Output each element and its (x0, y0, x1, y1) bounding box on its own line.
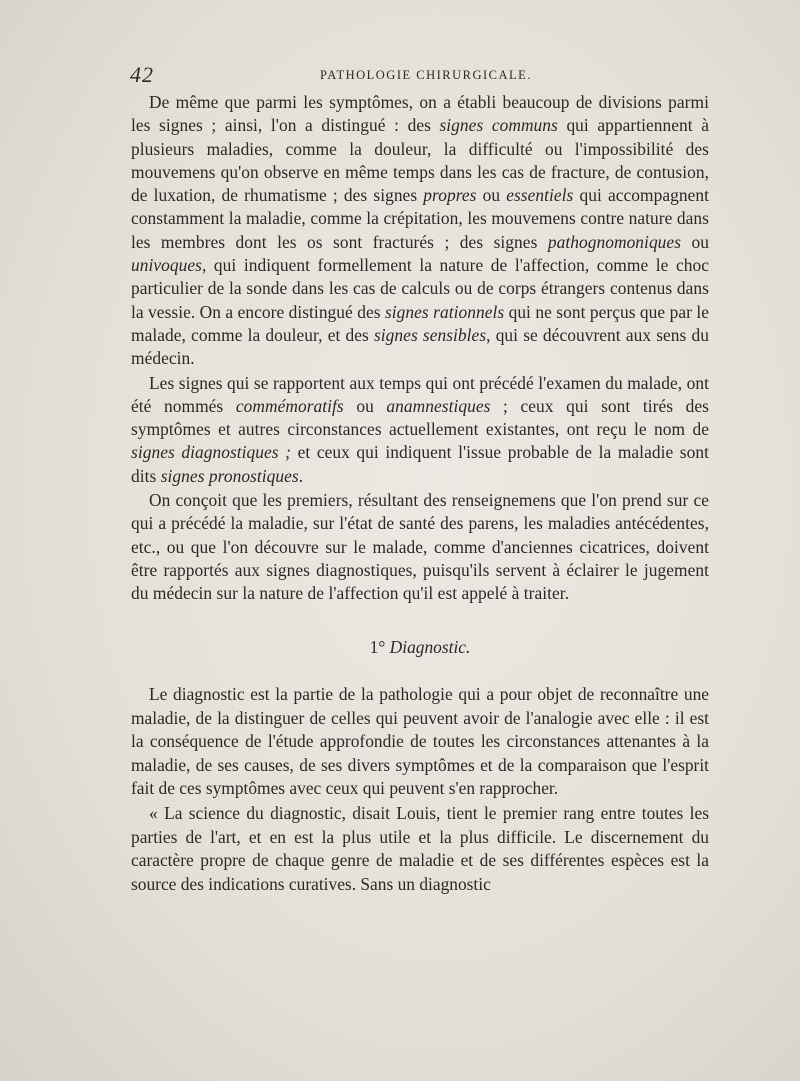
text-run: ou (476, 185, 507, 206)
text-run: qui ne sont perçus que par le malade, comme la douleur, et des (131, 301, 709, 345)
body-text-signs (131, 91, 709, 607)
text-run: qui appartiennent à plusieurs maladies, comme la douleur, la difficulté ou l'impossibilité des mouvemens qu'on observe en même temps dans les cas de fracture, de contusion, de luxation, de rhumatisme ; des signes (131, 115, 710, 206)
section-number: 1° (369, 637, 386, 657)
text-run: « La science du diagnostic, disait Louis, tient le premier rang entre toutes les parties de l'art, et en est la plus utile et la plus difficile. Le discernement du caractère propre de chaque genre de maladie et de ses différentes espèces est la source des indications curatives. Sans un diagnostic (131, 802, 709, 894)
text-run: ou (681, 231, 709, 252)
page-number: 42 (130, 62, 154, 87)
body-text-diagnostic (131, 683, 709, 897)
italic-term: essentiels (506, 185, 574, 206)
italic-term: univoques (131, 255, 202, 276)
text-run: , qui se découvrent aux sens du médecin. (131, 324, 709, 369)
paragraph (131, 372, 709, 488)
text-run: De même que parmi les symptômes, on a établi beaucoup de divisions parmi les signes ; ainsi, l'on a distingué : des (131, 92, 709, 136)
italic-term: signes diagnostiques ; (131, 442, 292, 463)
italic-term: propres (423, 185, 477, 206)
paragraph (131, 91, 709, 371)
paragraph (131, 802, 709, 896)
text-run: Le diagnostic est la partie de la pathologie qui a pour objet de reconnaître une maladie, de la distinguer de celles qui peuvent avoir de l'analogie avec elle : il est la conséquence de l'étude approfondie de toutes les circonstances attenantes à la maladie, de ses causes, de ses divers symptômes et de la comparaison que l'esprit fait de ces symptômes avec ceux qui peuvent s'en rapprocher. (131, 684, 709, 799)
text-run: Les signes qui se rapportent aux temps qui ont précédé l'examen du malade, ont été nommés (131, 372, 709, 416)
section-heading (131, 636, 709, 659)
page-header (130, 62, 710, 86)
text-run: et ceux qui indiquent l'issue probable de la maladie sont dits (131, 442, 709, 486)
italic-term: signes communs (439, 115, 558, 136)
text-run: , qui indiquent formellement la nature de l'affection, comme le choc particulier de la sonde dans les cas de calculs ou de corps étrangers contenus dans la vessie. On a encore distingué des (131, 255, 709, 322)
italic-term: anamnestiques (386, 395, 491, 416)
italic-term: signes rationnels (384, 301, 505, 322)
italic-term: pathognomoniques (547, 231, 682, 252)
text-run: On conçoit que les premiers, résultant des renseignemens que l'on prend sur ce qui a précédé la maladie, sur l'état de santé des parens, les maladies antécédentes, etc., ou que l'on découvre sur le malade, comme d'anciennes cicatrices, doivent être rapportés aux signes diagnostiques, puisqu'ils servent à éclairer le jugement du médecin sur la nature de l'affection qu'il est appelé à traiter. (131, 490, 709, 604)
italic-term: commémoratifs (235, 395, 344, 416)
italic-term: signes sensibles (373, 324, 487, 345)
text-run: ; ceux qui sont tirés des symptômes et autres circonstances actuellement existantes, ont reçu le nom de (131, 395, 709, 440)
italic-term: signes pronostiques (160, 465, 299, 486)
text-run: . (298, 465, 304, 486)
text-run: qui accompagnent constamment la maladie, comme la crépitation, les mouvemens contre nature dans les membres dont les os sont fracturés ; des signes (131, 185, 710, 252)
running-head: PATHOLOGIE CHIRURGICALE. (320, 68, 532, 82)
paragraph (131, 683, 709, 801)
paragraph (131, 489, 709, 605)
section-title: Diagnostic. (389, 637, 471, 657)
text-run: ou (343, 395, 387, 416)
